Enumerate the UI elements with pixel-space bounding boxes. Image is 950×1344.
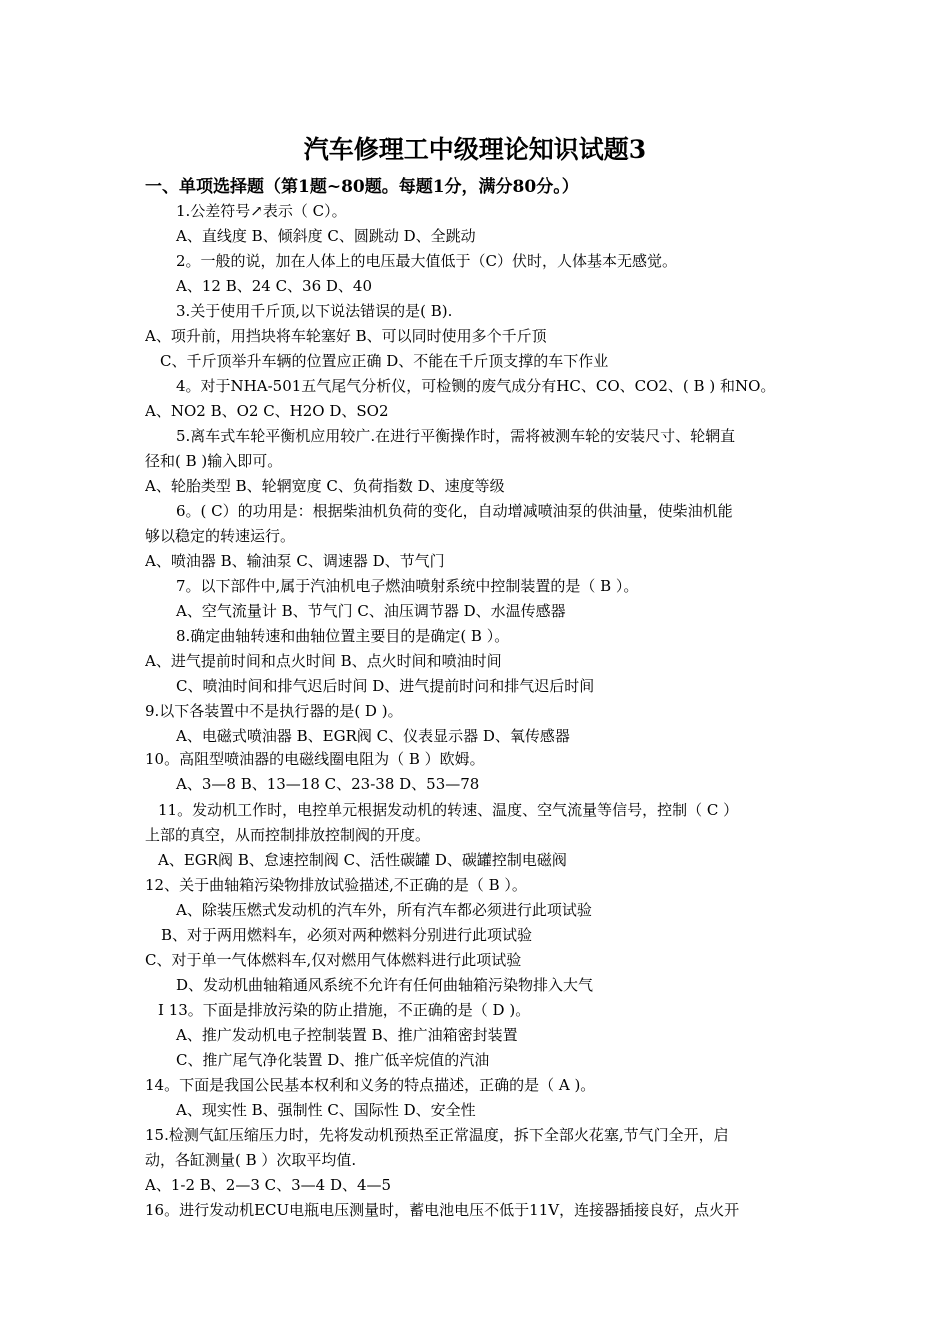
question-line: A、NO2 B、O2 C、H2O D、SO2 (145, 402, 389, 420)
question-line: 8.确定曲轴转速和曲轴位置主要目的是确定( B ）。 (176, 627, 510, 645)
question-line: 10。高阻型喷油器的电磁线圈电阻为（ B ）欧姆。 (145, 750, 485, 768)
document-title: 汽车修理工中级理论知识试题3 (303, 135, 647, 164)
question-line: 上部的真空，从而控制排放控制阀的开度。 (145, 826, 431, 844)
question-line: A、3—8 B、13—18 C、23-38 D、53—78 (176, 775, 480, 793)
question-line: A、1-2 B、2—3 C、3—4 D、4—5 (145, 1176, 392, 1194)
question-line: 7。以下部件中,属于汽油机电子燃油喷射系统中控制装置的是（ B ）。 (176, 577, 639, 595)
question-line: 3.关于使用千斤顶,以下说法错误的是( B). (176, 302, 453, 320)
question-line: 9.以下各装置中不是执行器的是( D )。 (145, 702, 403, 720)
question-line: 5.离车式车轮平衡机应用较广.在进行平衡操作时，需将被测车轮的安装尺寸、轮辋直 (176, 427, 736, 445)
question-line: A、除装压燃式发动机的汽车外，所有汽车都必须进行此项试验 (176, 901, 592, 919)
question-line: A、直线度 B、倾斜度 C、圆跳动 D、全跳动 (176, 227, 476, 245)
question-line: A、喷油器 B、输油泵 C、调速器 D、节气门 (145, 552, 445, 570)
question-line: 动，各缸测量( B ）次取平均值. (145, 1151, 357, 1169)
question-line: 够以稳定的转速运行。 (145, 527, 296, 545)
question-line: C、千斤顶举升车辆的位置应正确 D、不能在千斤顶支撑的车下作业 (160, 352, 609, 370)
question-line: 1.公差符号↗表示（ C）。 (176, 202, 347, 220)
question-line: A、进气提前时间和点火时间 B、点火时间和喷油时间 (145, 652, 502, 670)
question-line: 16。进行发动机ECU电瓶电压测量时，蓄电池电压不低于11V，连接器插接良好，点火开 (145, 1201, 740, 1219)
question-line: I 13。下面是排放污染的防止措施，不正确的是（ D )。 (158, 1001, 531, 1019)
question-line: A、空气流量计 B、节气门 C、油压调节器 D、水温传感器 (176, 602, 566, 620)
question-line: 12、关于曲轴箱污染物排放试验描述,不正确的是（ B ）。 (145, 876, 527, 894)
question-line: 11。发动机工作时，电控单元根据发动机的转速、温度、空气流量等信号，控制（ C ） (158, 801, 739, 819)
question-line: 4。对于NHA-501五气尾气分析仪，可检铡的废气成分有HC、CO、CO2、( B ) 和NO。 (176, 377, 776, 395)
question-line: C、推广尾气净化装置 D、推广低辛烷值的汽油 (176, 1051, 490, 1069)
question-line: 15.检测气缸压缩压力时，先将发动机预热至正常温度，拆下全部火花塞,节气门全开，启 (145, 1126, 729, 1144)
question-line: A、12 B、24 C、36 D、40 (176, 277, 373, 295)
question-line: D、发动机曲轴箱通风系统不允许有任何曲轴箱污染物排入大气 (176, 976, 594, 994)
question-line: A、项升前，用挡块将车轮塞好 B、可以同时使用多个千斤顶 (145, 327, 547, 345)
question-line: A、电磁式喷油器 B、EGR阀 C、仪表显示器 D、氧传感器 (176, 727, 570, 745)
question-line: C、喷油时间和排气迟后时间 D、进气提前时问和排气迟后时间 (176, 677, 595, 695)
question-line: 6。( C）的功用是：根据柴油机负荷的变化，自动增减喷油泵的供油量，使柴油机能 (176, 502, 733, 520)
question-line: C、对于单一气体燃料车,仅对燃用气体燃料进行此项试验 (145, 951, 522, 969)
question-line: A、EGR阀 B、怠速控制阀 C、活性碳罐 D、碳罐控制电磁阀 (158, 851, 567, 869)
question-line: A、轮胎类型 B、轮辋宽度 C、负荷指数 D、速度等级 (145, 477, 505, 495)
section-heading: 一、单项选择题（第1题~80题。每题1分，满分80分。） (145, 177, 579, 197)
question-line: A、现实性 B、强制性 C、国际性 D、安全性 (176, 1101, 476, 1119)
question-line: B、对于两用燃料车，必须对两种燃料分别进行此项试验 (161, 926, 533, 944)
question-line: 14。下面是我国公民基本权利和义务的特点描述，正确的是（ A )。 (145, 1076, 596, 1094)
question-line: 径和( B )输入即可。 (145, 452, 283, 470)
question-line: A、推广发动机电子控制装置 B、推广油箱密封装置 (176, 1026, 518, 1044)
question-line: 2。一般的说，加在人体上的电压最大值低于（C）伏时，人体基本无感觉。 (176, 252, 678, 270)
